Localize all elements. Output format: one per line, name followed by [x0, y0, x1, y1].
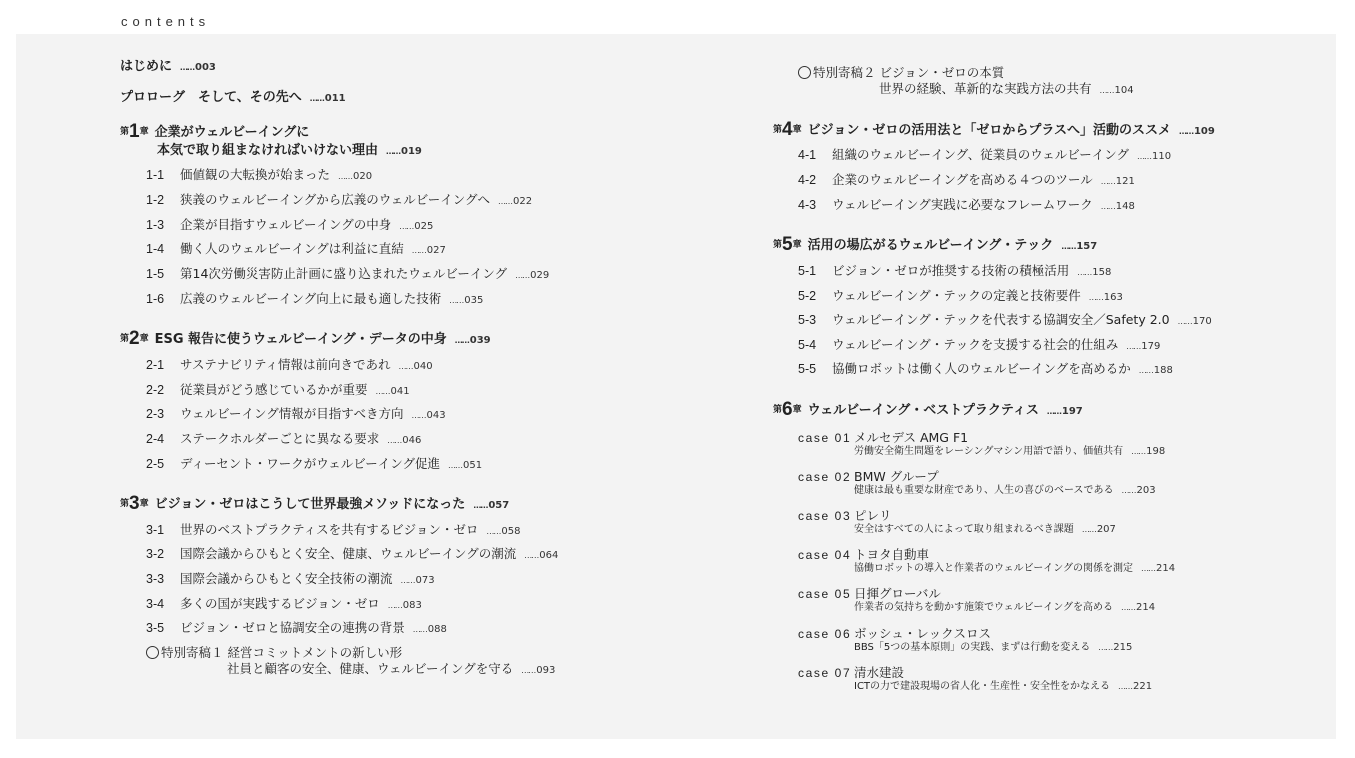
- circle-icon: [798, 66, 811, 79]
- chapter-mark: 第: [120, 334, 130, 344]
- chapter-mark: 第: [773, 240, 783, 250]
- section-2-2[interactable]: [146, 382, 410, 400]
- case-label: case 01: [798, 431, 852, 445]
- section-number: 2-2: [146, 383, 165, 397]
- page-number: …… 221: [1118, 681, 1152, 692]
- page-number: …… 158: [1077, 267, 1111, 278]
- section-number: 2-1: [146, 358, 165, 372]
- special-subtitle: 社員と顧客の安全、健康、ウェルビーイングを守る: [227, 661, 514, 676]
- special-contribution-2[interactable]: [798, 65, 1004, 81]
- chapter-mark: 章: [792, 125, 802, 135]
- section-1-1[interactable]: [146, 167, 372, 185]
- page-number: …… 157: [1061, 241, 1097, 252]
- prologue-entry[interactable]: [120, 90, 346, 107]
- page-number: …… 197: [1047, 406, 1083, 417]
- section-number: 1-3: [146, 218, 165, 232]
- section-title: ステークホルダーごとに異なる要求: [180, 431, 380, 446]
- page-number: …… 046: [387, 435, 421, 446]
- page-number: …… 207: [1082, 524, 1116, 535]
- section-1-3[interactable]: [146, 217, 433, 235]
- section-number: 3-3: [146, 572, 165, 586]
- case-title: 清水建設: [854, 665, 905, 680]
- section-number: 3-2: [146, 547, 165, 561]
- case-label: case 02: [798, 470, 852, 484]
- page-number: …… 029: [515, 270, 549, 281]
- page-number: …… 179: [1126, 341, 1160, 352]
- chapter-1-heading[interactable]: [120, 121, 310, 142]
- page-number: …… 170: [1178, 316, 1212, 327]
- section-number: 5-4: [798, 338, 817, 352]
- section-4-2[interactable]: [798, 172, 1135, 190]
- case-subtitle: 協働ロボットの導入と作業者のウェルビーイングの関係を測定: [854, 563, 1133, 574]
- chapter-mark: 章: [792, 405, 802, 415]
- section-number: 2-5: [146, 457, 165, 471]
- section-title: 働く人のウェルビーイングは利益に直結: [180, 241, 404, 256]
- page-number: …… 088: [413, 624, 447, 635]
- page-number: …… 019: [386, 146, 422, 157]
- section-number: 4-2: [798, 173, 817, 187]
- circle-icon: [146, 646, 159, 659]
- page-number: …… 083: [388, 600, 422, 611]
- chapter-2-heading[interactable]: [120, 328, 491, 349]
- case-subtitle: 健康は最も重要な財産であり、人生の喜びのベースである: [854, 485, 1114, 496]
- section-5-4[interactable]: [798, 337, 1160, 355]
- page-number: …… 064: [524, 550, 558, 561]
- chapter-number: 5: [782, 234, 793, 255]
- chapter-title: ビジョン・ゼロはこうして世界最強メソッドになった: [154, 497, 466, 512]
- section-title: 協働ロボットは働く人のウェルビーイングを高めるか: [832, 361, 1131, 376]
- section-title: サステナビリティ情報は前向きであれ: [180, 357, 391, 372]
- chapter-number: 6: [782, 399, 793, 420]
- section-2-1[interactable]: [146, 357, 433, 375]
- chapter-number: 4: [782, 119, 793, 140]
- section-title: ウェルビーイング実践に必要なフレームワーク: [832, 197, 1093, 212]
- case-label: case 07: [798, 666, 852, 680]
- section-title: 企業のウェルビーイングを高める４つのツール: [832, 172, 1093, 187]
- page-number: …… 003: [180, 62, 216, 73]
- case-subtitle: 労働安全衛生問題をレーシングマシン用語で語り、価値共有: [854, 446, 1124, 457]
- section-1-6[interactable]: [146, 291, 483, 309]
- page-number: …… 039: [455, 335, 491, 346]
- section-title: 国際会議からひもとく安全技術の潮流: [180, 571, 393, 586]
- section-3-4[interactable]: [146, 596, 422, 614]
- case-04-subtitle[interactable]: [854, 561, 1175, 577]
- chapter-4-heading[interactable]: [773, 119, 1215, 140]
- page-number: …… 020: [338, 171, 372, 182]
- chapter-mark: 第: [120, 499, 130, 509]
- section-title: 狭義のウェルビーイングから広義のウェルビーイングへ: [180, 192, 491, 207]
- section-title: 国際会議からひもとく安全、健康、ウェルビーイングの潮流: [180, 546, 517, 561]
- case-06-subtitle[interactable]: [854, 640, 1132, 656]
- section-title: 組織のウェルビーイング、従業員のウェルビーイング: [832, 147, 1130, 162]
- case-title: メルセデス AMG F1: [854, 430, 969, 445]
- section-number: 5-1: [798, 264, 817, 278]
- section-5-1[interactable]: [798, 263, 1111, 281]
- page-number: …… 104: [1100, 85, 1134, 96]
- page-number: …… 035: [449, 295, 483, 306]
- case-subtitle: BBS「5つの基本原則」の実践、まずは行動を変える: [854, 642, 1091, 653]
- section-number: 1-6: [146, 292, 165, 306]
- chapter-mark: 第: [773, 405, 783, 415]
- chapter-title: ESG 報告に使うウェルビーイング・データの中身: [154, 332, 447, 347]
- section-title: ディーセント・ワークがウェルビーイング促進: [180, 456, 441, 471]
- section-number: 3-4: [146, 597, 165, 611]
- intro-entry[interactable]: [120, 59, 216, 76]
- section-number: 5-5: [798, 362, 817, 376]
- case-title: トヨタ自動車: [854, 547, 930, 562]
- case-title: BMW グループ: [854, 469, 939, 484]
- section-2-3[interactable]: [146, 406, 446, 424]
- chapter-mark: 章: [139, 499, 149, 509]
- special-label: 特別寄稿１: [161, 645, 224, 660]
- section-5-2[interactable]: [798, 288, 1123, 306]
- chapter-5-heading[interactable]: [773, 234, 1098, 255]
- case-label: case 05: [798, 587, 852, 601]
- chapter-mark: 第: [120, 127, 130, 137]
- chapter-title: 企業がウェルビーイングに: [154, 125, 310, 140]
- page-number: …… 188: [1139, 365, 1173, 376]
- section-5-3[interactable]: [798, 312, 1212, 330]
- section-1-5[interactable]: [146, 266, 549, 284]
- page-number: …… 022: [498, 196, 532, 207]
- special-subtitle: 世界の経験、革新的な実践方法の共有: [879, 81, 1092, 96]
- case-title: 日揮グローバル: [854, 586, 941, 601]
- case-07-subtitle[interactable]: [854, 679, 1152, 695]
- page-number: …… 121: [1101, 176, 1135, 187]
- chapter-mark: 章: [792, 240, 802, 250]
- section-number: 5-3: [798, 313, 817, 327]
- section-number: 2-3: [146, 407, 165, 421]
- section-3-1[interactable]: [146, 522, 520, 540]
- section-title: 広義のウェルビーイング向上に最も適した技術: [180, 291, 442, 306]
- page-number: …… 073: [401, 575, 435, 586]
- section-number: 4-3: [798, 198, 817, 212]
- case-02-subtitle[interactable]: [854, 483, 1156, 499]
- section-title: 従業員がどう感じているかが重要: [180, 382, 368, 397]
- entry-title: はじめに: [120, 59, 173, 74]
- section-number: 1-2: [146, 193, 165, 207]
- case-subtitle: ICTの力で建設現場の省人化・生産性・安全性をかなえる: [854, 681, 1111, 692]
- chapter-number: 2: [129, 328, 140, 349]
- section-number: 1-5: [146, 267, 165, 281]
- page-number: …… 027: [412, 245, 446, 256]
- section-title: 価値観の大転換が始まった: [180, 167, 331, 182]
- page-number: …… 051: [448, 460, 482, 471]
- chapter-number: 1: [129, 121, 140, 142]
- case-title: ピレリ: [854, 508, 892, 523]
- page-number: …… 163: [1089, 292, 1123, 303]
- section-4-1[interactable]: [798, 147, 1171, 165]
- chapter-3-heading[interactable]: [120, 493, 510, 514]
- section-number: 3-1: [146, 523, 165, 537]
- section-title: ウェルビーイング・テックを代表する協調安全／Safety 2.0: [832, 312, 1170, 327]
- page-number: …… 058: [486, 526, 520, 537]
- case-subtitle: 安全はすべての人によって取り組まれるべき課題: [854, 524, 1074, 535]
- page-number: …… 110: [1137, 151, 1171, 162]
- page-number: …… 025: [399, 221, 433, 232]
- section-number: 1-1: [146, 168, 165, 182]
- page-number: …… 043: [412, 410, 446, 421]
- special-title: 経営コミットメントの新しい形: [227, 645, 403, 660]
- section-number: 1-4: [146, 242, 165, 256]
- case-01-subtitle[interactable]: [854, 444, 1165, 460]
- section-title: 企業が目指すウェルビーイングの中身: [180, 217, 392, 232]
- section-2-4[interactable]: [146, 431, 421, 449]
- section-4-3[interactable]: [798, 197, 1135, 215]
- section-title: ウェルビーイング・テックを支援する社会的仕組み: [832, 337, 1119, 352]
- page-number: …… 057: [473, 500, 509, 511]
- section-5-5[interactable]: [798, 361, 1173, 379]
- page-number: …… 214: [1141, 563, 1175, 574]
- special-contribution-1[interactable]: [146, 645, 402, 661]
- chapter-title: 活用の場広がるウェルビーイング・テック: [807, 238, 1054, 253]
- page-number: …… 148: [1101, 201, 1135, 212]
- page-number: …… 109: [1179, 126, 1215, 137]
- chapter-title: ビジョン・ゼロの活用法と「ゼロからプラスへ」活動のススメ: [807, 123, 1171, 138]
- chapter-1-title-line2[interactable]: [157, 143, 422, 160]
- section-title: ビジョン・ゼロと協調安全の連携の背景: [180, 620, 405, 635]
- page-number: …… 093: [521, 665, 555, 676]
- case-subtitle: 作業者の気持ちを動かす施策でウェルビーイングを高める: [854, 602, 1113, 613]
- section-title: 多くの国が実践するビジョン・ゼロ: [180, 596, 380, 611]
- section-3-3[interactable]: [146, 571, 435, 589]
- page-number: …… 203: [1122, 485, 1156, 496]
- section-number: 5-2: [798, 289, 817, 303]
- section-number: 4-1: [798, 148, 817, 162]
- case-label: case 06: [798, 627, 852, 641]
- page-number: …… 041: [376, 386, 410, 397]
- section-title: 第14次労働災害防止計画に盛り込まれたウェルビーイング: [180, 266, 508, 281]
- chapter-6-heading[interactable]: [773, 399, 1083, 420]
- page-number: …… 011: [310, 93, 346, 104]
- section-1-4[interactable]: [146, 241, 446, 259]
- chapter-mark: 章: [139, 127, 149, 137]
- section-number: 3-5: [146, 621, 165, 635]
- section-number: 2-4: [146, 432, 165, 446]
- contents-panel: [16, 34, 1336, 739]
- special-contribution-2-line2[interactable]: [879, 81, 1134, 99]
- case-05-subtitle[interactable]: [854, 600, 1155, 616]
- section-2-5[interactable]: [146, 456, 482, 474]
- page-number: …… 214: [1121, 602, 1155, 613]
- section-title: 世界のベストプラクティスを共有するビジョン・ゼロ: [180, 522, 479, 537]
- special-contribution-1-line2[interactable]: [227, 661, 555, 679]
- section-3-5[interactable]: [146, 620, 447, 638]
- section-3-2[interactable]: [146, 546, 558, 564]
- contents-heading: contents: [121, 14, 211, 29]
- case-title: ボッシュ・レックスロス: [854, 626, 992, 641]
- section-title: ウェルビーイング情報が目指すべき方向: [180, 406, 404, 421]
- chapter-mark: 章: [139, 334, 149, 344]
- section-title: ビジョン・ゼロが推奨する技術の積極活用: [832, 263, 1070, 278]
- page-number: …… 040: [399, 361, 433, 372]
- special-title: ビジョン・ゼロの本質: [879, 65, 1005, 80]
- case-label: case 04: [798, 548, 852, 562]
- chapter-number: 3: [129, 493, 140, 514]
- case-03-subtitle[interactable]: [854, 522, 1116, 538]
- chapter-mark: 第: [773, 125, 783, 135]
- page-number: …… 198: [1131, 446, 1165, 457]
- chapter-title: 本気で取り組まなければいけない理由: [157, 143, 379, 158]
- entry-title: プロローグ そして、その先へ: [120, 90, 302, 105]
- case-label: case 03: [798, 509, 852, 523]
- chapter-title: ウェルビーイング・ベストプラクティス: [807, 403, 1039, 418]
- special-label: 特別寄稿２: [813, 65, 876, 80]
- section-title: ウェルビーイング・テックの定義と技術要件: [832, 288, 1081, 303]
- page-number: …… 215: [1098, 642, 1132, 653]
- section-1-2[interactable]: [146, 192, 532, 210]
